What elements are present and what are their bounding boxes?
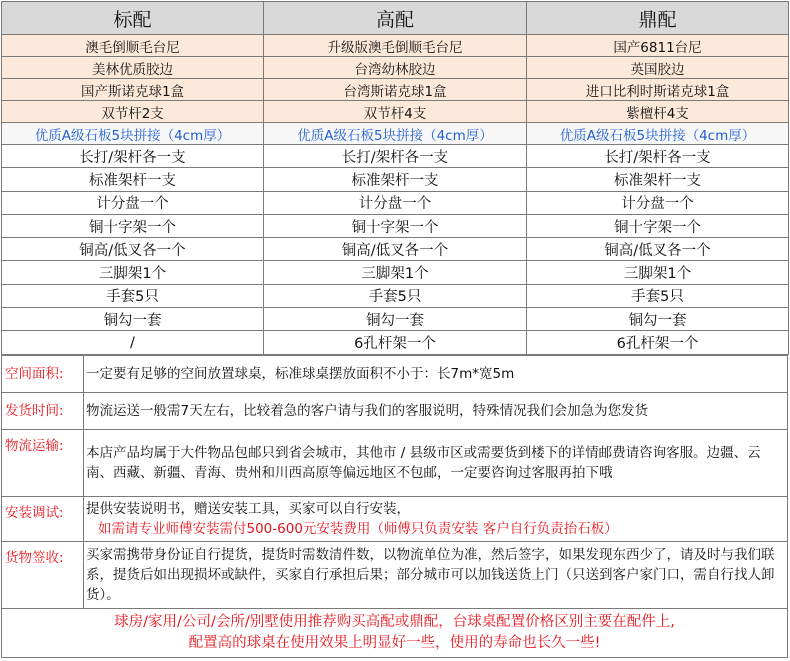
feature-cell: 进口比利时斯诺克球1盒 [527, 79, 789, 101]
note-label: 安装调试: [2, 496, 84, 541]
feature-cell: 国产斯诺克球1盒 [2, 79, 264, 101]
install-fee-text: 如需请专业师傅安装需付500-600元安装费用（师傅只负责安装 客户自行负责抬石板） [98, 520, 618, 537]
accessory-row [2, 238, 789, 261]
accessory-cell: 铜十字架一个 [264, 214, 527, 237]
note-text: 物流运送一般需7天左右，比较着急的客户请与我们的客服说明，特殊情况我们会加急为您发货 [84, 392, 788, 429]
feature-cell: 英国胶边 [527, 57, 789, 79]
accessory-row [2, 191, 789, 214]
accessory-cell: 铜勾一套 [2, 308, 264, 331]
note-label: 发货时间: [2, 392, 84, 429]
accessory-cell: 铜高/低叉各一个 [2, 238, 264, 261]
note-label: 物流运输: [2, 429, 84, 496]
feature-cell: 升级版澳毛倒顺毛台尼 [264, 35, 527, 57]
note-shipping [2, 392, 788, 429]
accessory-cell: 铜高/低叉各一个 [527, 238, 789, 261]
notes-table [1, 355, 788, 658]
note-label: 空间面积: [2, 355, 84, 392]
slate-cell: 优质A级石板5块拼接（4cm厚） [264, 123, 527, 145]
accessory-cell: 6孔杆架一个 [264, 331, 527, 354]
accessory-cell: 铜十字架一个 [2, 214, 264, 237]
accessory-cell: 三脚架1个 [264, 261, 527, 284]
install-text: 提供安装说明书，赠送安装工具，买家可以自行安装， [86, 500, 410, 517]
accessory-cell: 标准架杆一支 [264, 168, 527, 191]
feature-row-balls [2, 79, 789, 101]
feature-row-cues [2, 101, 789, 123]
feature-cell: 国产6811台尼 [527, 35, 789, 57]
accessory-cell: 铜勾一套 [527, 308, 789, 331]
note-label: 货物签收: [2, 541, 84, 608]
header-row [2, 2, 789, 35]
note-text: 买家需携带身份证自行提货，提货时需数清件数，以物流单位为准，然后签字，如果发现东西少了，请及时与我们联系，提货后如出现损坏或缺件，买家自行承担后果；部分城市可以加钱送货上门（只送到客户家门口，需自行找人卸货）。 [84, 541, 788, 608]
note-text [84, 496, 788, 541]
feature-row-cushion [2, 57, 789, 79]
note-logistics [2, 429, 788, 496]
accessory-cell: 手套5只 [264, 284, 527, 307]
feature-cell: 台湾斯诺克球1盒 [264, 79, 527, 101]
accessory-cell: 铜高/低叉各一个 [264, 238, 527, 261]
footer-row [2, 608, 788, 657]
note-install [2, 496, 788, 541]
accessory-row [2, 308, 789, 331]
accessory-row [2, 261, 789, 284]
accessory-cell: 6孔杆架一个 [527, 331, 789, 354]
accessory-cell: 手套5只 [2, 284, 264, 307]
feature-cell: 台湾幼林胶边 [264, 57, 527, 79]
header-premium: 鼎配 [527, 2, 789, 35]
footer-line-2: 配置高的球桌在使用效果上明显好一些，使用的寿命也长久一些! [188, 634, 601, 651]
feature-cell: 澳毛倒顺毛台尼 [2, 35, 264, 57]
accessory-cell: 计分盘一个 [2, 191, 264, 214]
accessory-row [2, 168, 789, 191]
accessory-cell: 计分盘一个 [264, 191, 527, 214]
accessory-cell: 三脚架1个 [527, 261, 789, 284]
feature-cell: 双节杆4支 [264, 101, 527, 123]
note-receive [2, 541, 788, 608]
accessory-cell: 长打/架杆各一支 [2, 145, 264, 168]
header-high: 高配 [264, 2, 527, 35]
accessory-cell: 长打/架杆各一支 [527, 145, 789, 168]
note-text: 一定要有足够的空间放置球桌，标准球桌摆放面积不小于：长7m*宽5m [84, 355, 788, 392]
header-standard: 标配 [2, 2, 264, 35]
accessory-cell: 计分盘一个 [527, 191, 789, 214]
feature-row-slate [2, 123, 789, 145]
accessory-row [2, 145, 789, 168]
accessory-cell: 标准架杆一支 [2, 168, 264, 191]
config-table [1, 1, 789, 355]
feature-cell: 紫檀杆4支 [527, 101, 789, 123]
feature-cell: 美林优质胶边 [2, 57, 264, 79]
footer-line-1: 球房/家用/公司/会所/别墅使用推荐购买高配或鼎配，台球桌配置价格区别主要在配件上, [114, 613, 675, 630]
accessory-cell: 铜勾一套 [264, 308, 527, 331]
accessory-cell: 标准架杆一支 [527, 168, 789, 191]
accessory-cell: 三脚架1个 [2, 261, 264, 284]
accessory-cell: / [2, 331, 264, 354]
accessory-row [2, 214, 789, 237]
slate-cell: 优质A级石板5块拼接（4cm厚） [2, 123, 264, 145]
accessory-cell: 铜十字架一个 [527, 214, 789, 237]
accessory-row [2, 284, 789, 307]
accessory-cell: 长打/架杆各一支 [264, 145, 527, 168]
feature-row-cloth [2, 35, 789, 57]
feature-cell: 双节杆2支 [2, 101, 264, 123]
footer-note [2, 608, 788, 657]
slate-cell: 优质A级石板5块拼接（4cm厚） [527, 123, 789, 145]
note-text: 本店产品均属于大件物品包邮只到省会城市，其他市 / 县级市区或需要货到楼下的详情邮费请咨询客服。边疆、云南、西藏、新疆、青海、贵州和川西高原等偏远地区不包邮，一定要咨询过客服再拍下哦 [84, 429, 788, 496]
note-space [2, 355, 788, 392]
accessory-row [2, 331, 789, 354]
spec-sheet [1, 1, 788, 659]
accessory-cell: 手套5只 [527, 284, 789, 307]
